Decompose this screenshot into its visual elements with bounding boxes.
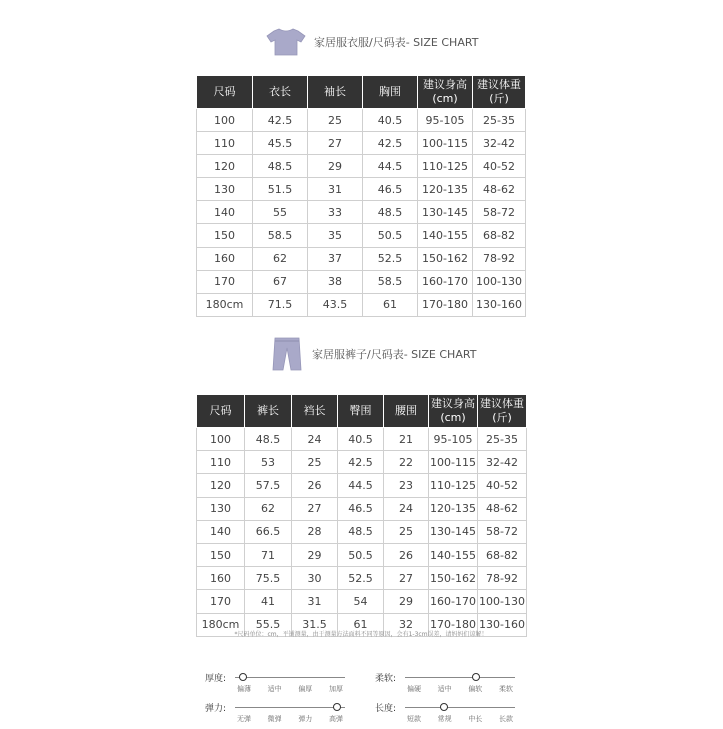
table-cell: 78-92 xyxy=(478,567,527,590)
table-cell: 55 xyxy=(253,201,308,224)
table-cell: 150 xyxy=(197,543,245,566)
table-cell: 43.5 xyxy=(308,293,363,316)
slider-option: 加厚 xyxy=(328,685,343,693)
pants-title-text: 家居服裤子/尺码表- SIZE CHART xyxy=(312,348,477,361)
table-cell: 71.5 xyxy=(253,293,308,316)
slider-option: 高弹 xyxy=(328,715,343,723)
table-row xyxy=(197,270,526,293)
column-header: 建议身高 (cm) xyxy=(429,395,478,428)
table-cell: 46.5 xyxy=(338,497,384,520)
table-cell: 24 xyxy=(292,428,338,451)
table-cell: 150-162 xyxy=(429,567,478,590)
table-cell: 130-145 xyxy=(418,201,473,224)
table-cell: 120 xyxy=(197,155,253,178)
column-header: 建议体重 (斤) xyxy=(478,395,527,428)
table-cell: 140 xyxy=(197,201,253,224)
slider-option: 微弹 xyxy=(267,715,282,723)
table-row xyxy=(197,201,526,224)
table-cell: 29 xyxy=(292,543,338,566)
table-cell: 28 xyxy=(292,520,338,543)
thickness-slider xyxy=(205,671,365,699)
table-cell: 42.5 xyxy=(363,132,418,155)
table-cell: 42.5 xyxy=(338,451,384,474)
table-cell: 48.5 xyxy=(363,201,418,224)
table-row xyxy=(197,132,526,155)
table-cell: 27 xyxy=(292,497,338,520)
table-cell: 25 xyxy=(308,109,363,132)
table-cell: 160-170 xyxy=(418,270,473,293)
slider-track xyxy=(405,707,515,708)
table-cell: 51.5 xyxy=(253,178,308,201)
pants-section-title xyxy=(270,336,476,372)
table-cell: 32-42 xyxy=(473,132,526,155)
table-cell: 100-130 xyxy=(473,270,526,293)
table-cell: 58-72 xyxy=(478,520,527,543)
elasticity-slider xyxy=(205,701,365,729)
attribute-label: 弹力: xyxy=(205,704,227,714)
table-cell: 62 xyxy=(253,247,308,270)
table-cell: 140-155 xyxy=(429,543,478,566)
column-header: 尺码 xyxy=(197,395,245,428)
table-cell: 48-62 xyxy=(473,178,526,201)
table-cell: 75.5 xyxy=(245,567,292,590)
table-row xyxy=(197,155,526,178)
column-header: 腰围 xyxy=(384,395,429,428)
table-cell: 110-125 xyxy=(429,474,478,497)
slider-option: 偏厚 xyxy=(298,685,313,693)
softness-slider xyxy=(375,671,535,699)
table-cell: 48.5 xyxy=(338,520,384,543)
table-cell: 55.5 xyxy=(245,613,292,636)
table-cell: 68-82 xyxy=(478,543,527,566)
table-cell: 100-130 xyxy=(478,590,527,613)
table-row xyxy=(197,428,527,451)
table-row xyxy=(197,293,526,316)
table-cell: 41 xyxy=(245,590,292,613)
table-cell: 37 xyxy=(308,247,363,270)
table-cell: 62 xyxy=(245,497,292,520)
table-cell: 95-105 xyxy=(418,109,473,132)
table-cell: 100 xyxy=(197,109,253,132)
slider-knob xyxy=(472,673,480,681)
table-cell: 66.5 xyxy=(245,520,292,543)
table-cell: 33 xyxy=(308,201,363,224)
table-cell: 25 xyxy=(292,451,338,474)
table-row xyxy=(197,224,526,247)
table-cell: 22 xyxy=(384,451,429,474)
shirt-size-table xyxy=(196,75,526,317)
table-cell: 40.5 xyxy=(338,428,384,451)
table-cell: 48.5 xyxy=(245,428,292,451)
table-cell: 40.5 xyxy=(363,109,418,132)
table-cell: 45.5 xyxy=(253,132,308,155)
table-cell: 140 xyxy=(197,520,245,543)
pants-icon xyxy=(270,336,304,372)
column-header: 袖长 xyxy=(308,76,363,109)
table-cell: 44.5 xyxy=(338,474,384,497)
table-cell: 57.5 xyxy=(245,474,292,497)
slider-option: 偏硬 xyxy=(407,685,421,693)
table-cell: 71 xyxy=(245,543,292,566)
table-cell: 24 xyxy=(384,497,429,520)
table-cell: 25 xyxy=(384,520,429,543)
shirt-section-title xyxy=(266,27,478,57)
table-cell: 44.5 xyxy=(363,155,418,178)
table-row xyxy=(197,247,526,270)
table-cell: 48-62 xyxy=(478,497,527,520)
slider-option: 适中 xyxy=(267,685,282,693)
tshirt-icon xyxy=(266,27,306,57)
table-cell: 32 xyxy=(384,613,429,636)
table-cell: 23 xyxy=(384,474,429,497)
table-cell: 48.5 xyxy=(253,155,308,178)
column-header: 胸围 xyxy=(363,76,418,109)
table-cell: 110-125 xyxy=(418,155,473,178)
table-cell: 32-42 xyxy=(478,451,527,474)
table-cell: 130-145 xyxy=(429,520,478,543)
slider-knob xyxy=(333,703,341,711)
table-cell: 31.5 xyxy=(292,613,338,636)
table-row xyxy=(197,543,527,566)
slider-option: 常规 xyxy=(437,715,452,723)
table-cell: 31 xyxy=(292,590,338,613)
attribute-label: 厚度: xyxy=(205,674,227,684)
slider-option: 柔软 xyxy=(498,685,513,693)
table-cell: 68-82 xyxy=(473,224,526,247)
slider-option: 偏软 xyxy=(468,685,483,693)
table-cell: 53 xyxy=(245,451,292,474)
table-cell: 61 xyxy=(338,613,384,636)
table-row xyxy=(197,178,526,201)
column-header: 尺码 xyxy=(197,76,253,109)
table-cell: 38 xyxy=(308,270,363,293)
table-row xyxy=(197,497,527,520)
table-cell: 31 xyxy=(308,178,363,201)
table-cell: 58.5 xyxy=(363,270,418,293)
table-cell: 40-52 xyxy=(473,155,526,178)
length-slider xyxy=(375,701,535,729)
table-cell: 170 xyxy=(197,270,253,293)
table-cell: 130 xyxy=(197,178,253,201)
table-cell: 54 xyxy=(338,590,384,613)
table-cell: 160-170 xyxy=(429,590,478,613)
column-header: 衣长 xyxy=(253,76,308,109)
table-cell: 50.5 xyxy=(338,543,384,566)
table-cell: 25-35 xyxy=(478,428,527,451)
measurement-footnote: *尺码单位：cm，平铺测量，由于测量方法面料不同等原因，会有1-3cm误差，请妈妈们谅解！ xyxy=(234,631,488,638)
table-cell: 61 xyxy=(363,293,418,316)
table-cell: 110 xyxy=(197,451,245,474)
table-cell: 150 xyxy=(197,224,253,247)
table-cell: 58-72 xyxy=(473,201,526,224)
column-header: 裤长 xyxy=(245,395,292,428)
table-cell: 78-92 xyxy=(473,247,526,270)
table-cell: 180cm xyxy=(197,293,253,316)
table-cell: 52.5 xyxy=(338,567,384,590)
table-cell: 170 xyxy=(197,590,245,613)
table-cell: 40-52 xyxy=(478,474,527,497)
table-cell: 27 xyxy=(308,132,363,155)
shirt-title-text: 家居服衣服/尺码表- SIZE CHART xyxy=(314,36,479,49)
table-cell: 21 xyxy=(384,428,429,451)
column-header: 建议体重 (斤) xyxy=(473,76,526,109)
table-cell: 130 xyxy=(197,497,245,520)
table-cell: 100-115 xyxy=(429,451,478,474)
table-cell: 100-115 xyxy=(418,132,473,155)
table-cell: 25-35 xyxy=(473,109,526,132)
table-cell: 26 xyxy=(384,543,429,566)
column-header: 裆长 xyxy=(292,395,338,428)
table-cell: 170-180 xyxy=(429,613,478,636)
table-cell: 160 xyxy=(197,567,245,590)
slider-knob xyxy=(440,703,448,711)
table-cell: 120-135 xyxy=(418,178,473,201)
table-row xyxy=(197,520,527,543)
slider-option: 短款 xyxy=(407,715,421,723)
table-row xyxy=(197,590,527,613)
table-cell: 160 xyxy=(197,247,253,270)
table-row xyxy=(197,567,527,590)
table-cell: 26 xyxy=(292,474,338,497)
table-cell: 170-180 xyxy=(418,293,473,316)
slider-track xyxy=(235,677,345,678)
slider-option: 无弹 xyxy=(237,715,251,723)
table-cell: 120-135 xyxy=(429,497,478,520)
table-cell: 29 xyxy=(384,590,429,613)
column-header: 臀围 xyxy=(338,395,384,428)
table-cell: 58.5 xyxy=(253,224,308,247)
slider-knob xyxy=(239,673,247,681)
table-cell: 100 xyxy=(197,428,245,451)
table-cell: 29 xyxy=(308,155,363,178)
table-cell: 110 xyxy=(197,132,253,155)
table-cell: 130-160 xyxy=(478,613,527,636)
table-cell: 95-105 xyxy=(429,428,478,451)
table-cell: 52.5 xyxy=(363,247,418,270)
table-cell: 27 xyxy=(384,567,429,590)
attribute-label: 长度: xyxy=(375,704,397,714)
slider-option: 适中 xyxy=(437,685,452,693)
table-cell: 46.5 xyxy=(363,178,418,201)
table-cell: 42.5 xyxy=(253,109,308,132)
table-cell: 140-155 xyxy=(418,224,473,247)
attribute-label: 柔软: xyxy=(375,674,397,684)
table-cell: 30 xyxy=(292,567,338,590)
table-cell: 120 xyxy=(197,474,245,497)
table-cell: 180cm xyxy=(197,613,245,636)
table-row xyxy=(197,474,527,497)
column-header: 建议身高 (cm) xyxy=(418,76,473,109)
slider-option: 偏薄 xyxy=(237,685,251,693)
pants-size-table xyxy=(196,394,527,637)
slider-track xyxy=(405,677,515,678)
table-row xyxy=(197,109,526,132)
table-cell: 50.5 xyxy=(363,224,418,247)
slider-option: 长款 xyxy=(498,715,513,723)
table-row xyxy=(197,451,527,474)
slider-track xyxy=(235,707,345,708)
table-cell: 35 xyxy=(308,224,363,247)
table-cell: 150-162 xyxy=(418,247,473,270)
table-cell: 67 xyxy=(253,270,308,293)
table-cell: 130-160 xyxy=(473,293,526,316)
slider-option: 弹力 xyxy=(298,715,313,723)
slider-option: 中长 xyxy=(468,715,483,723)
